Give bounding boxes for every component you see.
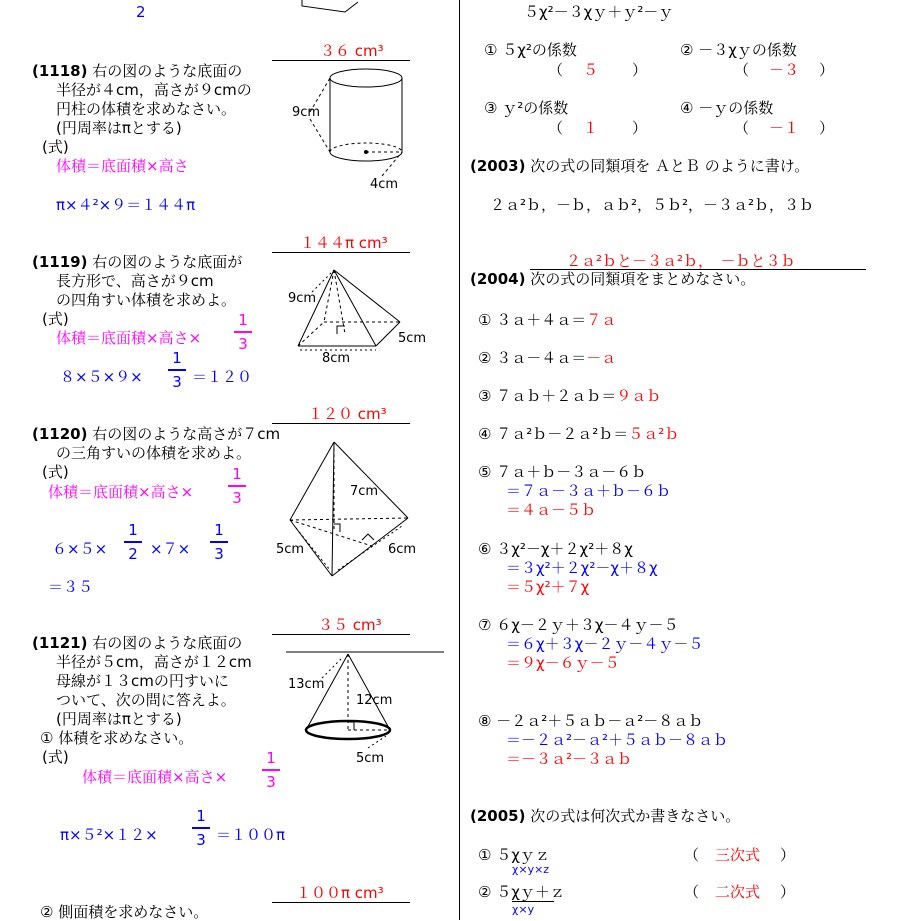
item-2004-6: ⑥ ３χ²－χ＋２χ²＋８χ bbox=[478, 540, 633, 558]
question-1: ① 体積を求めなさい。 bbox=[40, 729, 194, 747]
formula-1120: 体積＝底面積×高さ× bbox=[48, 483, 194, 501]
item-2004-5-answer: ＝４ａ－５ｂ bbox=[506, 501, 597, 519]
triangular-pyramid-figure bbox=[282, 436, 432, 584]
item-2004-6-step: ＝３χ²＋２χ²－χ＋８χ bbox=[506, 559, 658, 577]
problem-1120-line1: (1120) 右の図のような高さが７cm bbox=[32, 425, 281, 443]
calc-1118: π×４²×９＝１４４π bbox=[56, 196, 196, 214]
item-2004-8-step: ＝－２ａ²－ａ²＋５ａｂ－８ａｂ bbox=[506, 731, 729, 749]
fig-label: 9cm bbox=[288, 291, 317, 306]
answer-underline bbox=[272, 423, 410, 424]
question-2: ② 側面積を求めなさい。 bbox=[40, 903, 209, 921]
answer-1120: １２０ cm³ bbox=[308, 405, 387, 423]
coef-answer-2: （ －３ ） bbox=[734, 61, 835, 79]
answer-1119: １４４π cm³ bbox=[300, 234, 388, 252]
coef-question-1: ① ５χ²の係数 bbox=[484, 41, 577, 59]
problem-1121-line3: 母線が１３cmの円すいに bbox=[56, 672, 229, 690]
fig-label: 4cm bbox=[370, 177, 399, 192]
fig-label: 5cm bbox=[276, 542, 305, 557]
underline bbox=[512, 901, 554, 902]
answer-2003: ２ａ²ｂと－３ａ²ｂ， －ｂと３ｂ bbox=[566, 252, 796, 270]
coef-question-2: ② －３χｙの係数 bbox=[680, 41, 797, 59]
calc-1120-c: ＝３５ bbox=[48, 578, 94, 596]
item-2005-1: ① ５χｙｚ bbox=[478, 846, 550, 864]
item-2004-8-answer: ＝－３ａ²－３ａｂ bbox=[506, 750, 633, 768]
coef-answer-3: （ １ ） bbox=[548, 119, 648, 137]
calc-1119-b: ＝１２０ bbox=[192, 368, 253, 386]
fig-label: 5cm bbox=[356, 751, 385, 766]
calc-1121-b: ＝１００π bbox=[216, 826, 286, 844]
column-divider bbox=[459, 0, 460, 920]
prev-fraction-denominator: 2 bbox=[136, 3, 146, 21]
problem-2005: (2005) 次の式は何次式か書きなさい。 bbox=[470, 807, 741, 825]
prev-figure-fragment bbox=[300, 0, 360, 14]
shiki-label: (式) bbox=[42, 463, 69, 481]
fig-label: 7cm bbox=[350, 484, 379, 499]
problem-1120-line2: の三角すいの体積を求めよ。 bbox=[56, 444, 252, 462]
answer-underline bbox=[272, 60, 410, 61]
problem-2004: (2004) 次の式の同類項をまとめなさい。 bbox=[470, 270, 756, 288]
coef-answer-4: （ －１ ） bbox=[734, 119, 835, 137]
formula-1118: 体積＝底面積×高さ bbox=[56, 157, 189, 175]
item-2004-5: ⑤ ７ａ＋ｂ－３ａ－６ｂ bbox=[478, 463, 647, 481]
problem-1121-line2: 半径が５cm，高さが１２cm bbox=[56, 653, 252, 671]
problem-1121-line4: ついて、次の問に答えよ。 bbox=[56, 691, 236, 709]
fraction: 1 3 bbox=[232, 311, 254, 353]
problem-number: (1118) bbox=[32, 62, 88, 80]
formula-1121: 体積＝底面積×高さ× bbox=[82, 768, 228, 786]
answer-1118: ３６ cm³ bbox=[320, 42, 384, 60]
calc-1121-a: π×５²×１２× bbox=[60, 826, 158, 844]
fraction: 1 3 bbox=[190, 807, 212, 849]
fig-label: 5cm bbox=[398, 331, 427, 346]
item-2004-2: ② ３ａ－４ａ＝－ａ bbox=[478, 349, 617, 367]
item-2005-1-note: χ×y×z bbox=[512, 863, 550, 876]
shiki-label: (式) bbox=[42, 138, 69, 156]
problem-1119-line3: の四角すい体積を求めよ。 bbox=[56, 291, 237, 309]
fraction: 1 3 bbox=[226, 465, 248, 507]
calc-1120-a: ６×５× bbox=[52, 540, 108, 558]
item-2004-1: ① ３ａ＋４ａ＝７ａ bbox=[478, 311, 617, 329]
coef-question-4: ④ －ｙの係数 bbox=[680, 99, 774, 117]
fraction: 1 2 bbox=[122, 521, 144, 563]
fig-label: 9cm bbox=[292, 105, 321, 120]
problem-1121-line5: (円周率はπとする) bbox=[56, 710, 182, 728]
cylinder-figure bbox=[290, 64, 430, 199]
answer-1121-2: １００π cm³ bbox=[296, 884, 384, 902]
answer-1121-1: ３５ cm³ bbox=[318, 616, 382, 634]
formula-1119: 体積＝底面積×高さ× bbox=[56, 329, 202, 347]
problem-1119-line1: (1119) 右の図のような底面が bbox=[32, 253, 243, 271]
item-2004-7-step: ＝６χ＋３χ－２ｙ－４ｙ－５ bbox=[506, 635, 704, 653]
answer-underline bbox=[272, 634, 410, 635]
coef-question-3: ③ ｙ²の係数 bbox=[484, 99, 569, 117]
item-2005-2-answer: （ 二次式 ） bbox=[684, 883, 796, 901]
problem-1119-line2: 長方形で、高さが９cm bbox=[56, 272, 214, 290]
problem-1118-line2: 半径が４cm，高さが９cmの bbox=[56, 81, 252, 99]
answer-underline bbox=[272, 902, 410, 903]
shiki-label: (式) bbox=[42, 748, 69, 766]
shiki-label: (式) bbox=[42, 310, 69, 328]
item-2004-7-answer: ＝９χ－６ｙ－５ bbox=[506, 654, 620, 672]
item-2004-6-answer: ＝５χ²＋７χ bbox=[506, 578, 590, 596]
problem-1118-line1: (1118) 右の図のような底面の bbox=[32, 62, 243, 80]
item-2005-2: ② ５χｙ＋ｚ bbox=[478, 883, 565, 901]
item-2004-3: ③ ７ａｂ＋２ａｂ＝９ａｂ bbox=[478, 387, 662, 405]
item-2004-7: ⑦ ６χ－２ｙ＋３χ－４ｙ－５ bbox=[478, 616, 679, 634]
item-2004-5-step: ＝７ａ－３ａ＋ｂ－６ｂ bbox=[506, 482, 672, 500]
fraction: 1 3 bbox=[260, 749, 282, 791]
problem-1121-line1: (1121) 右の図のような底面の bbox=[32, 634, 243, 652]
expression: ５χ²－３χｙ＋ｙ²－ｙ bbox=[524, 3, 674, 21]
coef-answer-1: （ ５ ） bbox=[548, 61, 648, 79]
fraction: 1 3 bbox=[166, 349, 188, 391]
fraction: 1 3 bbox=[208, 521, 230, 563]
fig-label: 12cm bbox=[356, 693, 393, 708]
item-2004-4: ④ ７ａ²ｂ－２ａ²ｂ＝５ａ²ｂ bbox=[478, 425, 680, 443]
calc-1119-a: ８×５×９× bbox=[60, 368, 143, 386]
problem-2003: (2003) 次の式の同類項を ＡとＢ のように書け。 bbox=[470, 157, 810, 175]
fig-label: 6cm bbox=[388, 542, 417, 557]
fig-label: 13cm bbox=[288, 677, 325, 692]
problem-1118-line4: (円周率はπとする) bbox=[56, 119, 182, 137]
item-2005-2-note: χ×y bbox=[512, 903, 535, 916]
fig-label: 8cm bbox=[322, 351, 351, 366]
problem-1118-line3: 円柱の体積を求めなさい。 bbox=[56, 100, 237, 118]
answer-underline bbox=[272, 252, 410, 253]
item-2005-1-answer: （ 三次式 ） bbox=[684, 846, 796, 864]
terms-2003: ２ａ²ｂ，－ｂ，ａｂ²，５ｂ²，－３ａ²ｂ，３ｂ bbox=[490, 196, 815, 214]
calc-1120-b: ×７× bbox=[150, 540, 191, 558]
item-2004-8: ⑧ －２ａ²＋５ａｂ－ａ²－８ａｂ bbox=[478, 712, 704, 730]
